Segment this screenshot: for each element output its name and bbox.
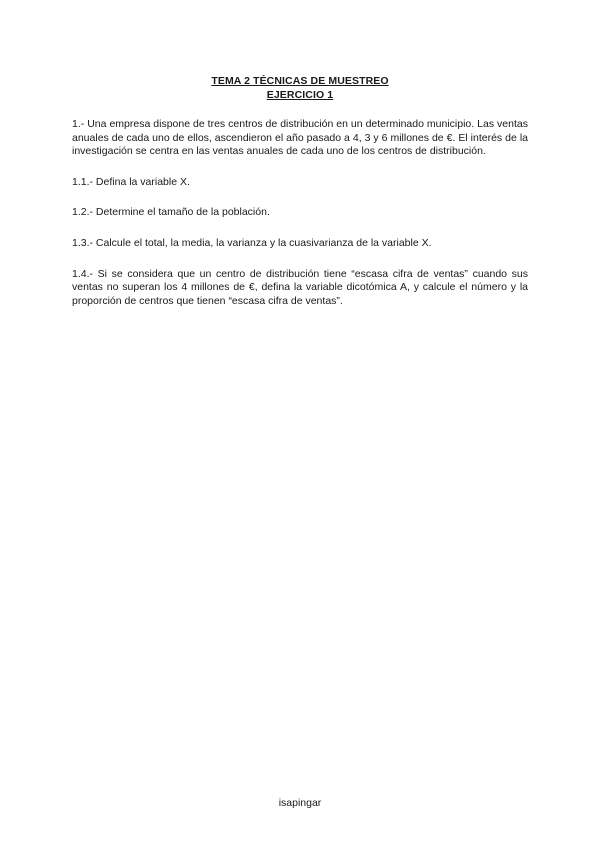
paragraph-question-1-3: 1.3.- Calcule el total, la media, la varianza y la cuasivarianza de la variable X. — [72, 236, 432, 249]
paragraph-question-1-1: 1.1.- Defina la variable X. — [72, 175, 190, 188]
document-title: TEMA 2 TÉCNICAS DE MUESTREO — [211, 75, 389, 87]
paragraph-question-1-4: 1.4.- Si se considera que un centro de distribución tiene “escasa cifra de ventas” cuando sus ventas no superan los 4 millones de €, defina la variable dicotómica A, y calcule el número y la proporción de centros que tienen “escasa cifra de ventas”. — [72, 267, 528, 307]
title-block — [0, 74, 600, 102]
exercise-title: EJERCICIO 1 — [266, 89, 334, 101]
paragraph-question-1-2: 1.2.- Determine el tamaño de la población. — [72, 206, 270, 219]
document-body — [72, 118, 528, 325]
paragraph-statement: 1.- Una empresa dispone de tres centros de distribución en un determinado municipio. Las ventas anuales de cada uno de ellos, ascendieron el año pasado a 4, 3 y 6 millones de €. El interés de la investigación se centra en las ventas anuales de cada uno de los centros de distribución. — [72, 118, 528, 158]
page-footer: isapingar — [278, 797, 322, 809]
